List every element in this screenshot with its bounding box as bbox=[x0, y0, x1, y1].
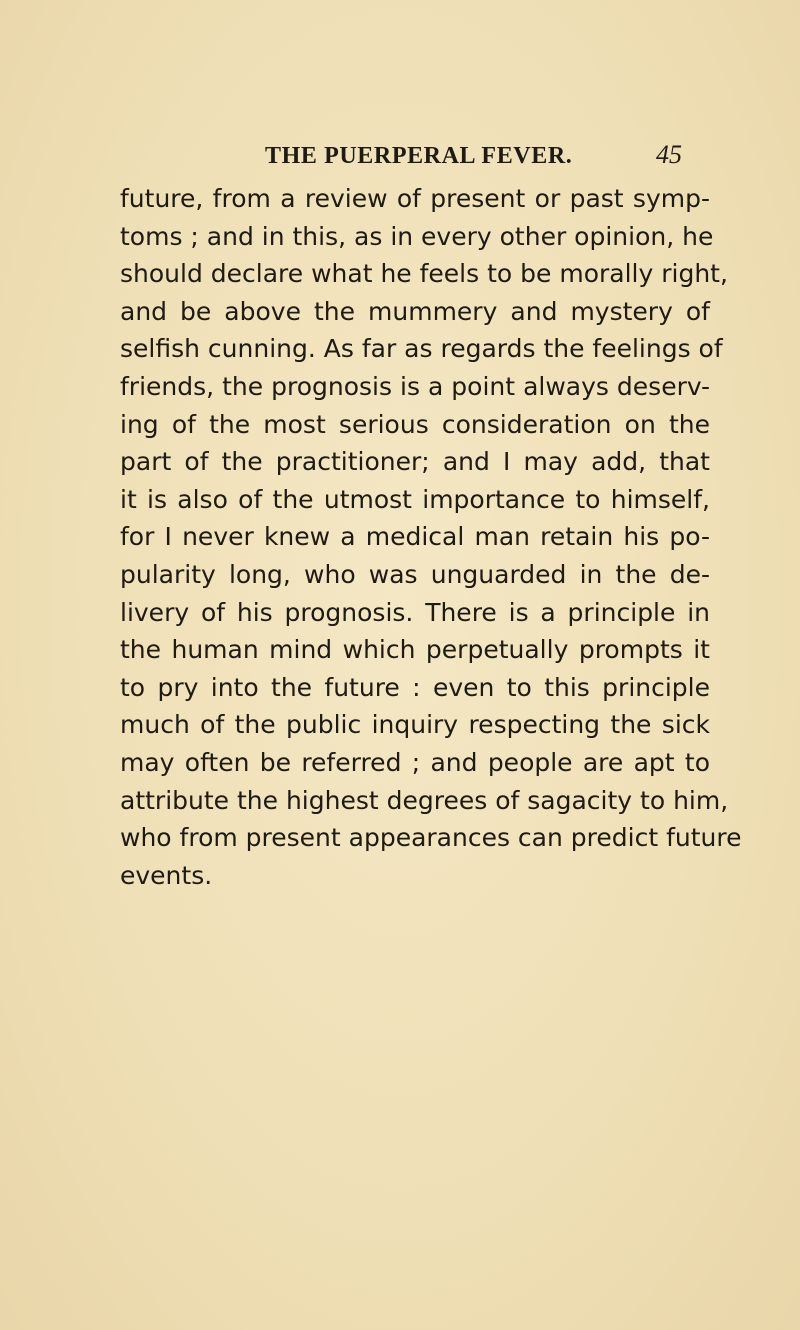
text-line: toms ; and in this, as in every other opinion, he bbox=[120, 221, 714, 251]
text-line: and be above the mummery and mystery of bbox=[120, 296, 710, 326]
text-line: pularity long, who was unguarded in the de- bbox=[120, 559, 710, 589]
text-line: part of the practitioner; and I may add, that bbox=[120, 447, 710, 477]
text-line: it is also of the utmost importance to himself, bbox=[120, 484, 710, 514]
text-line: future, from a review of present or past symp- bbox=[120, 184, 710, 213]
text-line: much of the public inquiry respecting the sick bbox=[120, 710, 710, 740]
text-line: ing of the most serious consideration on the bbox=[120, 409, 710, 439]
text-line: the human mind which perpetually prompts it bbox=[120, 635, 710, 665]
text-line: events. bbox=[120, 860, 213, 890]
running-head bbox=[120, 140, 710, 173]
body-paragraph bbox=[120, 180, 742, 894]
text-line: to pry into the future : even to this principle bbox=[120, 672, 710, 702]
text-line: for I never knew a medical man retain his po- bbox=[120, 522, 710, 552]
text-line: friends, the prognosis is a point always deserv- bbox=[120, 371, 710, 401]
page-number: 45 bbox=[656, 140, 682, 169]
running-head-title: THE PUERPERAL FEVER. bbox=[265, 143, 573, 169]
text-line: attribute the highest degrees of sagacity to him, bbox=[120, 785, 729, 815]
text-line: should declare what he feels to be morally right, bbox=[120, 259, 728, 289]
text-line: who from present appearances can predict future bbox=[120, 823, 742, 853]
text-line: may often be referred ; and people are apt to bbox=[120, 747, 710, 777]
text-line: livery of his prognosis. There is a principle in bbox=[120, 597, 710, 627]
text-line: selfish cunning. As far as regards the feelings of bbox=[120, 334, 723, 364]
